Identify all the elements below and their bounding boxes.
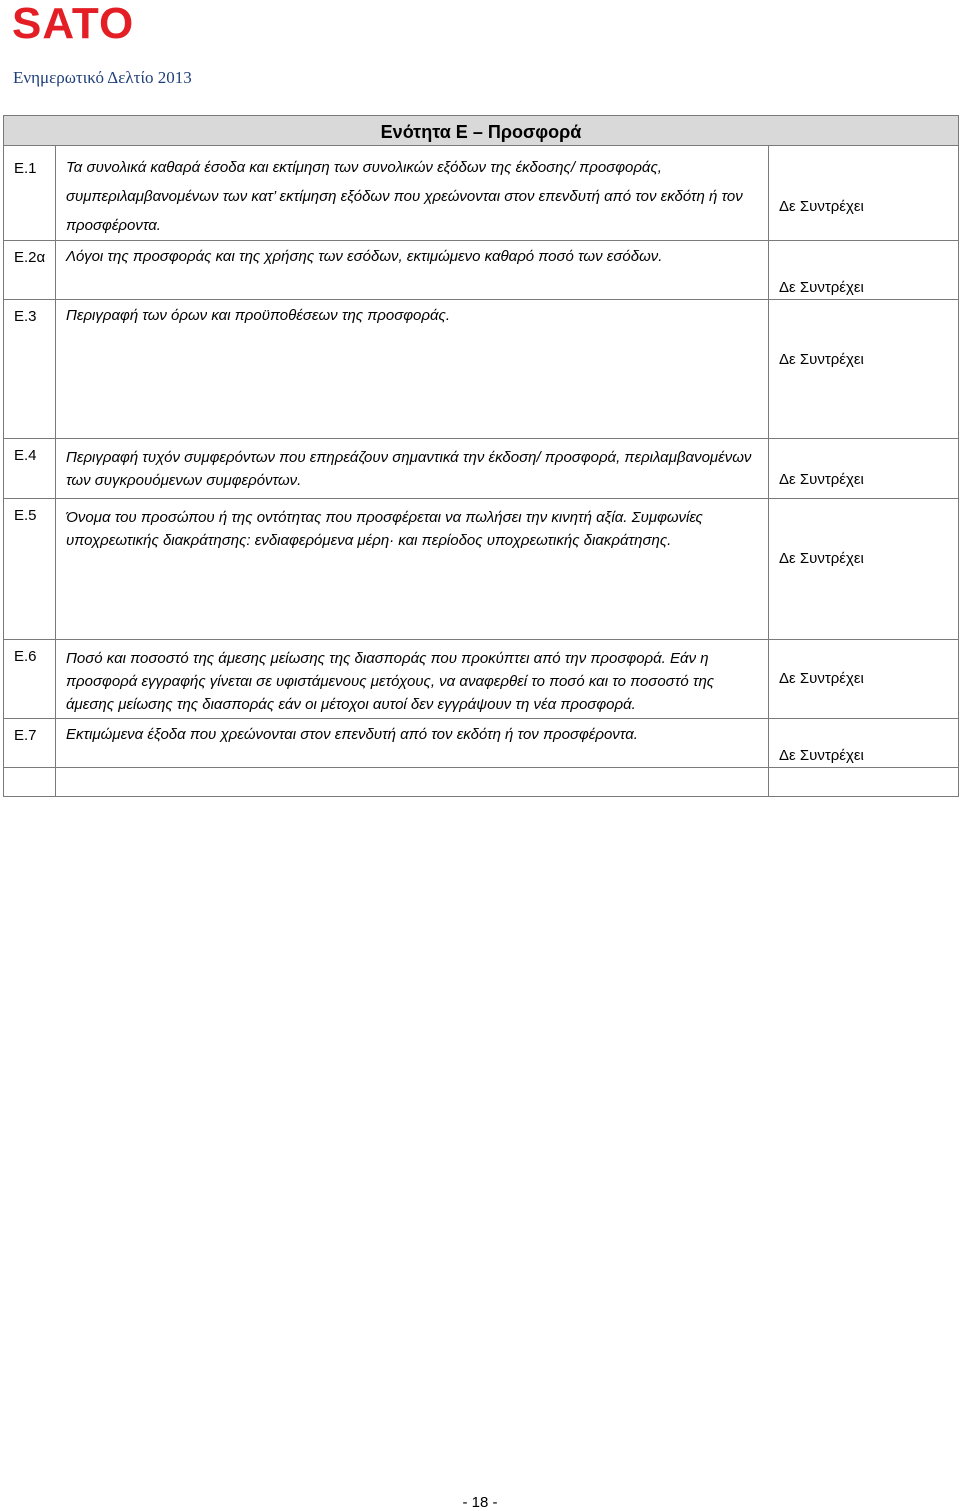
row-description: Περιγραφή τυχόν συμφερόντων που επηρεάζουν σημαντικά την έκδοση/ προσφορά, περιλαμβανομένων των συγκρουόμενων συμφερόντων. (56, 439, 769, 499)
row-status: Δε Συντρέχει (779, 198, 864, 215)
table-row (4, 719, 959, 768)
offer-section-table (3, 115, 959, 797)
row-status-cell (769, 146, 959, 241)
row-code: Ε.4 (4, 439, 56, 499)
table-row (4, 146, 959, 241)
row-description: Ποσό και ποσοστό της άμεσης μείωσης της διασποράς που προκύπτει από την προσφορά. Εάν η προσφορά εγγραφής γίνεται σε υφιστάμενους μετόχους, να αναφερθεί το ποσό και το ποσοστό της άμεσης μείωσης της διασποράς εάν οι μέτοχοι αυτοί δεν εγγράψουν τη νέα προσφορά. (56, 640, 769, 719)
table-row (4, 241, 959, 300)
section-header-row (4, 116, 959, 146)
row-code: Ε.5 (4, 499, 56, 640)
row-code: Ε.2α (4, 241, 56, 300)
row-code: Ε.3 (4, 300, 56, 439)
empty-cell (56, 768, 769, 797)
table-row (4, 499, 959, 640)
row-status: Δε Συντρέχει (779, 279, 864, 296)
row-status-cell (769, 300, 959, 439)
row-status-cell (769, 640, 959, 719)
page-number: - 18 - (462, 1494, 498, 1511)
sato-logo: SATO (12, 0, 135, 48)
empty-row (4, 768, 959, 797)
table-row (4, 640, 959, 719)
row-status: Δε Συντρέχει (779, 550, 864, 567)
row-code: Ε.6 (4, 640, 56, 719)
row-description: Εκτιμώμενα έξοδα που χρεώνονται στον επενδυτή από τον εκδότη ή τον προσφέροντα. (56, 719, 769, 768)
row-status-cell (769, 439, 959, 499)
row-description: Όνομα του προσώπου ή της οντότητας που προσφέρεται να πωλήσει την κινητή αξία. Συμφωνίες υποχρεωτικής διακράτησης: ενδιαφερόμενα μέρη· και περίοδος υποχρεωτικής διακράτησης. (56, 499, 769, 640)
row-status-cell (769, 719, 959, 768)
empty-cell (769, 768, 959, 797)
row-description: Λόγοι της προσφοράς και της χρήσης των εσόδων, εκτιμώμενο καθαρό ποσό των εσόδων. (56, 241, 769, 300)
row-status: Δε Συντρέχει (779, 747, 864, 764)
empty-cell (4, 768, 56, 797)
row-status-cell (769, 241, 959, 300)
row-status: Δε Συντρέχει (779, 471, 864, 488)
section-header-cell (4, 116, 959, 146)
row-description: Τα συνολικά καθαρά έσοδα και εκτίμηση των συνολικών εξόδων της έκδοσης/ προσφοράς, συμπεριλαμβανομένων των κατ’ εκτίμηση εξόδων που χρεώνονται στον επενδυτή από τον εκδότη ή τον προσφέροντα. (56, 146, 769, 241)
row-code: Ε.7 (4, 719, 56, 768)
row-status-cell (769, 499, 959, 640)
section-title: Ενότητα Ε – Προσφορά (380, 122, 582, 142)
row-status: Δε Συντρέχει (779, 670, 864, 687)
table-row (4, 439, 959, 499)
row-description: Περιγραφή των όρων και προϋποθέσεων της προσφοράς. (56, 300, 769, 439)
row-status: Δε Συντρέχει (779, 351, 864, 368)
table-row (4, 300, 959, 439)
document-subtitle: Ενημερωτικό Δελτίο 2013 (13, 68, 192, 87)
row-code: Ε.1 (4, 146, 56, 241)
